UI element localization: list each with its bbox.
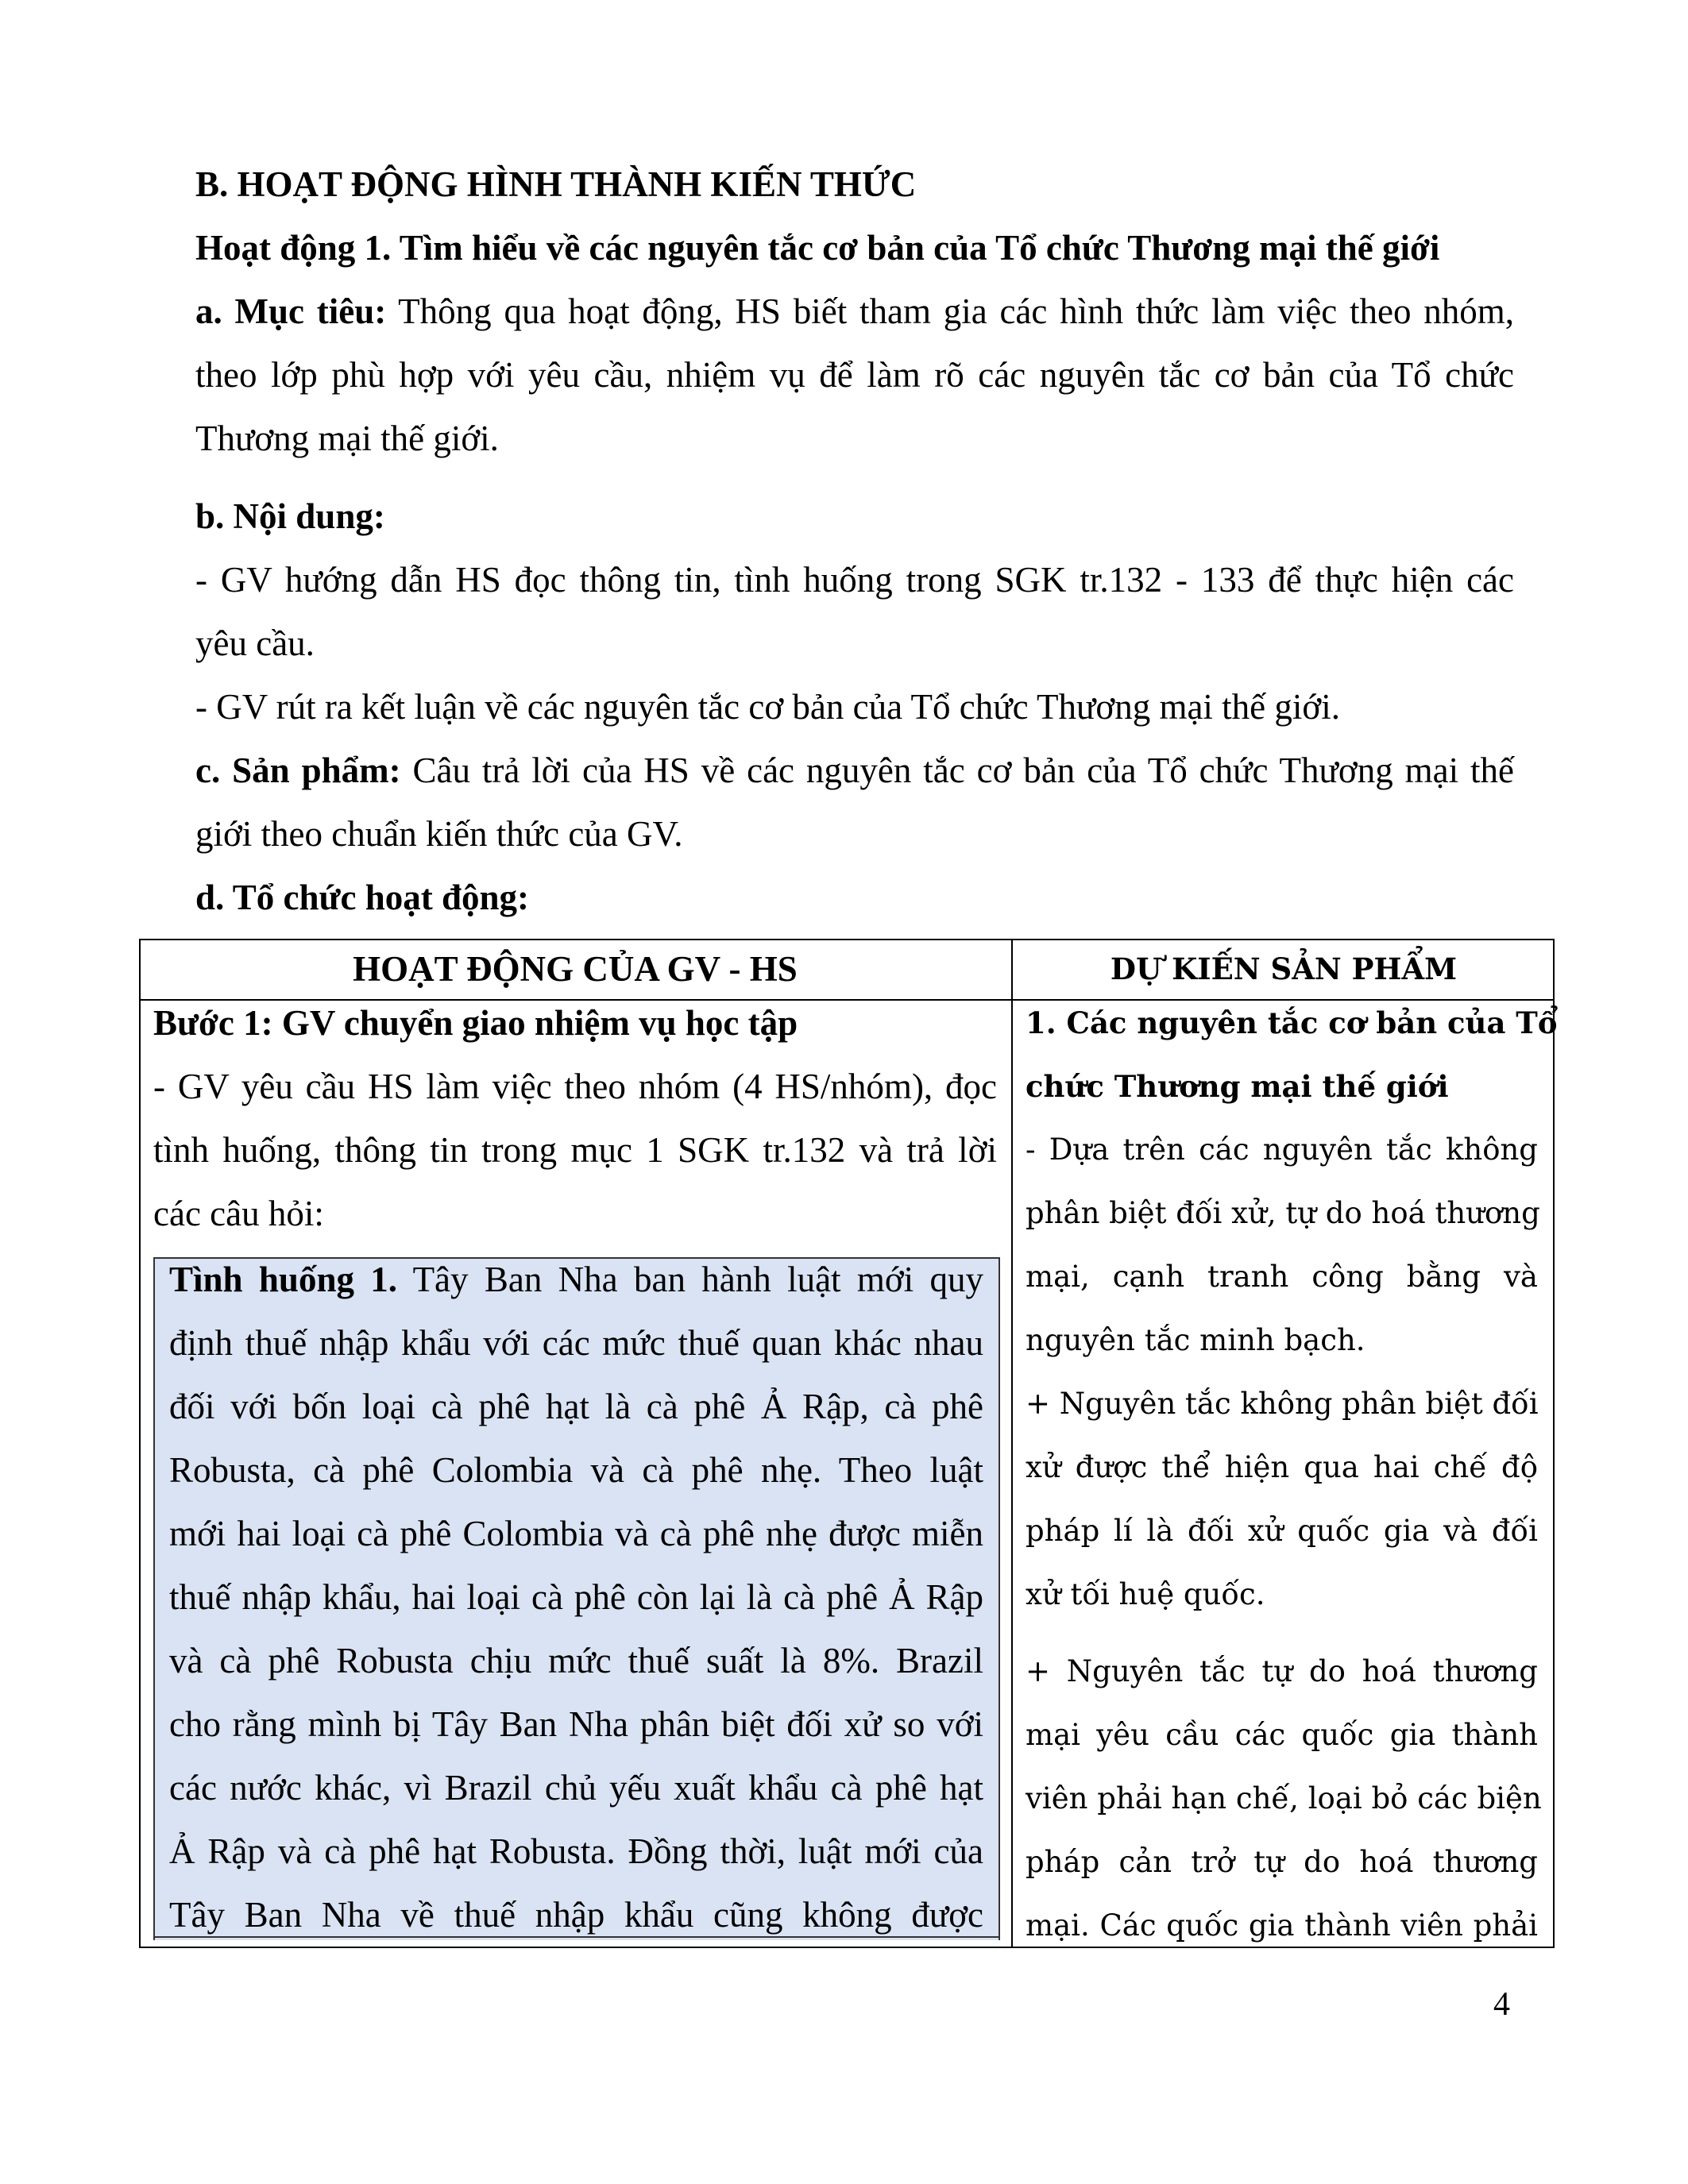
box-line-text: thuế nhập khẩu, hai loại cà phê còn lại là cà phê Ả Rập — [169, 1577, 983, 1617]
right-line — [1026, 1436, 1538, 1499]
box-line — [169, 1248, 983, 1311]
body-line — [195, 216, 1514, 280]
body-line — [195, 612, 1514, 675]
right-line — [1026, 1055, 1538, 1118]
box-line — [169, 1629, 983, 1692]
left-line-bold: Bước 1: GV chuyển giao nhiệm vụ học tập — [153, 1003, 798, 1043]
box-line-text: định thuế nhập khẩu với các mức thuế quan khác nhau — [169, 1323, 983, 1363]
right-line — [1026, 1118, 1538, 1182]
body-line — [195, 548, 1514, 612]
left-line-text: tình huống, thông tin trong mục 1 SGK tr.132 và trả lời — [153, 1130, 997, 1170]
left-line — [153, 991, 997, 1055]
box-line-text: mới hai loại cà phê Colombia và cà phê nhẹ được miễn — [169, 1514, 983, 1553]
right-line — [1026, 1499, 1538, 1563]
box-line — [169, 1692, 983, 1756]
body-line-text: Thương mại thế giới. — [195, 419, 499, 458]
box-line-bold: Tình huống 1. — [169, 1260, 398, 1299]
body-line — [195, 280, 1514, 343]
body-line-bold: B. HOẠT ĐỘNG HÌNH THÀNH KIẾN THỨC — [195, 164, 917, 204]
right-line-text: mại. Các quốc gia thành viên phải — [1026, 1908, 1538, 1943]
left-line — [153, 1055, 997, 1118]
box-line-text: Ả Rập và cà phê hạt Robusta. Đồng thời, luật mới của — [169, 1831, 983, 1871]
right-line — [1026, 1372, 1538, 1436]
body-line-bold: d. Tổ chức hoạt động: — [195, 878, 530, 917]
box-line — [169, 1565, 983, 1629]
table-header-right: DỰ KIẾN SẢN PHẨM — [1110, 951, 1458, 986]
right-line-text: nguyên tắc minh bạch. — [1026, 1323, 1365, 1357]
right-line-text: phân biệt đối xử, tự do hoá thương — [1026, 1196, 1540, 1230]
right-line-text: xử được thể hiện qua hai chế độ — [1026, 1450, 1538, 1484]
table-header-left: HOẠT ĐỘNG CỦA GV - HS — [353, 949, 798, 989]
left-line-text: các câu hỏi: — [153, 1194, 324, 1233]
left-line-text: - GV yêu cầu HS làm việc theo nhóm (4 HS/nhóm), đọc — [153, 1067, 997, 1106]
box-line-text: Tây Ban Nha về thuế nhập khẩu cũng không được — [169, 1895, 983, 1935]
right-line — [1026, 1182, 1538, 1245]
box-line-text: đối với bốn loại cà phê hạt là cà phê Ả Rập, cà phê — [169, 1387, 983, 1426]
right-line — [1026, 1640, 1538, 1704]
body-line-bold: Hoạt động 1. Tìm hiểu về các nguyên tắc cơ bản của Tổ chức Thương mại thế giới — [195, 228, 1440, 268]
box-line — [169, 1311, 983, 1375]
right-line-bold: 1. Các nguyên tắc cơ bản của Tổ — [1026, 1005, 1558, 1040]
right-line — [1026, 1309, 1538, 1372]
body-line-text: giới theo chuẩn kiến thức của GV. — [195, 814, 683, 854]
body-line-bold: b. Nội dung: — [195, 496, 385, 536]
box-line-text: Robusta, cà phê Colombia và cà phê nhẹ. Theo luật — [169, 1450, 983, 1490]
right-line-bold: chức Thương mại thế giới — [1026, 1069, 1449, 1104]
right-line — [1026, 1245, 1538, 1309]
body-line-bold: a. Mục tiêu: — [195, 291, 387, 331]
right-line-text: + Nguyên tắc tự do hoá thương — [1026, 1654, 1538, 1688]
right-line-text: + Nguyên tắc không phân biệt đối — [1026, 1387, 1539, 1421]
body-line — [195, 343, 1514, 407]
right-line-text: xử tối huệ quốc. — [1026, 1577, 1265, 1611]
body-line — [195, 675, 1514, 739]
box-line — [169, 1438, 983, 1502]
right-line-text: mại, cạnh tranh công bằng và — [1026, 1260, 1538, 1294]
box-line-text: các nước khác, vì Brazil chủ yếu xuất khẩu cà phê hạt — [169, 1768, 983, 1808]
box-line — [169, 1883, 983, 1947]
body-line — [195, 484, 1514, 548]
right-line — [1026, 1831, 1538, 1894]
body-line-text: yêu cầu. — [195, 623, 315, 663]
body-line — [195, 407, 1514, 470]
box-line — [169, 1819, 983, 1883]
box-line — [169, 1375, 983, 1438]
right-line — [1026, 991, 1558, 1055]
table-column-divider — [1011, 939, 1013, 1948]
box-line-text: cho rằng mình bị Tây Ban Nha phân biệt đối xử so với — [169, 1704, 983, 1744]
right-line-text: pháp lí là đối xử quốc gia và đối — [1026, 1514, 1538, 1548]
body-line-bold: c. Sản phẩm: — [195, 751, 401, 790]
body-line-text: - GV hướng dẫn HS đọc thông tin, tình huống trong SGK tr.132 - 133 để thực hiện các — [195, 560, 1514, 600]
body-line — [195, 739, 1514, 802]
right-line-text: pháp cản trở tự do hoá thương — [1026, 1845, 1538, 1879]
box-line — [169, 1502, 983, 1565]
body-line-text: - GV rút ra kết luận về các nguyên tắc cơ bản của Tổ chức Thương mại thế giới. — [195, 687, 1340, 727]
right-line-text: mại yêu cầu các quốc gia thành — [1026, 1718, 1538, 1752]
body-line — [195, 802, 1514, 866]
box-line-text: Tây Ban Nha ban hành luật mới quy — [397, 1260, 983, 1299]
right-line-text: - Dựa trên các nguyên tắc không — [1026, 1133, 1538, 1167]
body-line — [195, 152, 1514, 216]
left-line — [153, 1118, 997, 1182]
right-line-text: viên phải hạn chế, loại bỏ các biện — [1026, 1781, 1542, 1815]
page-number: 4 — [1493, 1986, 1510, 2023]
right-line — [1026, 1894, 1538, 1958]
box-line-text: và cà phê Robusta chịu mức thuế suất là 8%. Brazil — [169, 1641, 983, 1680]
left-line — [153, 1182, 997, 1245]
right-line — [1026, 1563, 1538, 1626]
box-line — [169, 1756, 983, 1819]
body-line-text: Thông qua hoạt động, HS biết tham gia các hình thức làm việc theo nhóm, — [386, 291, 1514, 331]
right-line — [1026, 1767, 1542, 1831]
body-line-text: Câu trả lời của HS về các nguyên tắc cơ bản của Tổ chức Thương mại thế — [400, 751, 1514, 790]
body-line — [195, 866, 1514, 929]
body-line-text: theo lớp phù hợp với yêu cầu, nhiệm vụ để làm rõ các nguyên tắc cơ bản của Tổ chức — [195, 355, 1514, 395]
right-line — [1026, 1704, 1538, 1767]
